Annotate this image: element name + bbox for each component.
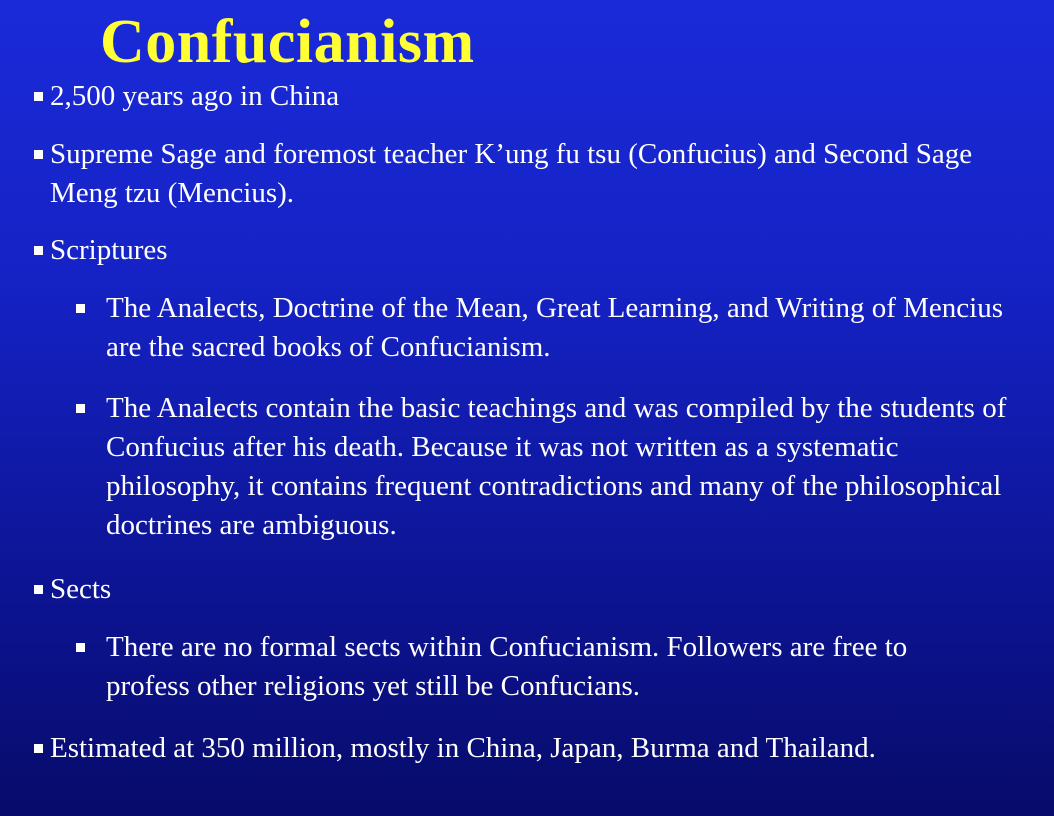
bullet-text: There are no formal sects within Confucianism. Followers are free to profess other religions yet still be Confucians. [106,631,908,702]
bullet-item [34,570,1014,609]
bullet-text: Scriptures [50,234,168,266]
square-bullet-icon [34,744,43,753]
square-bullet-icon [76,643,85,652]
bullet-text: The Analects contain the basic teachings and was compiled by the students of Confucius after his death. Because it was not written as a systematic philosophy, it contains frequent contradictions and many of the philosophical doctrines are ambiguous. [106,392,1007,541]
square-bullet-icon [34,585,43,594]
bullet-text: Estimated at 350 million, mostly in China, Japan, Burma and Thailand. [50,732,876,764]
bullet-text: The Analects, Doctrine of the Mean, Great Learning, and Writing of Mencius are the sacred books of Confucianism. [106,292,1004,363]
square-bullet-icon [76,404,85,413]
bullet-item [34,135,979,213]
square-bullet-icon [34,246,43,255]
bullet-item [34,77,1014,116]
square-bullet-icon [76,304,85,313]
bullet-text: Sects [50,573,112,605]
sub-bullet-item [76,389,1038,545]
square-bullet-icon [34,150,43,159]
square-bullet-icon [34,92,43,101]
bullet-item [34,729,934,768]
bullet-text: 2,500 years ago in China [50,80,340,112]
bullet-item [34,231,1014,270]
sub-bullet-item [76,628,996,706]
bullet-text: Supreme Sage and foremost teacher K’ung fu tsu (Confucius) and Second Sage Meng tzu (Mencius). [50,138,973,209]
slide-title: Confucianism [100,8,475,76]
sub-bullet-item [76,289,1026,367]
